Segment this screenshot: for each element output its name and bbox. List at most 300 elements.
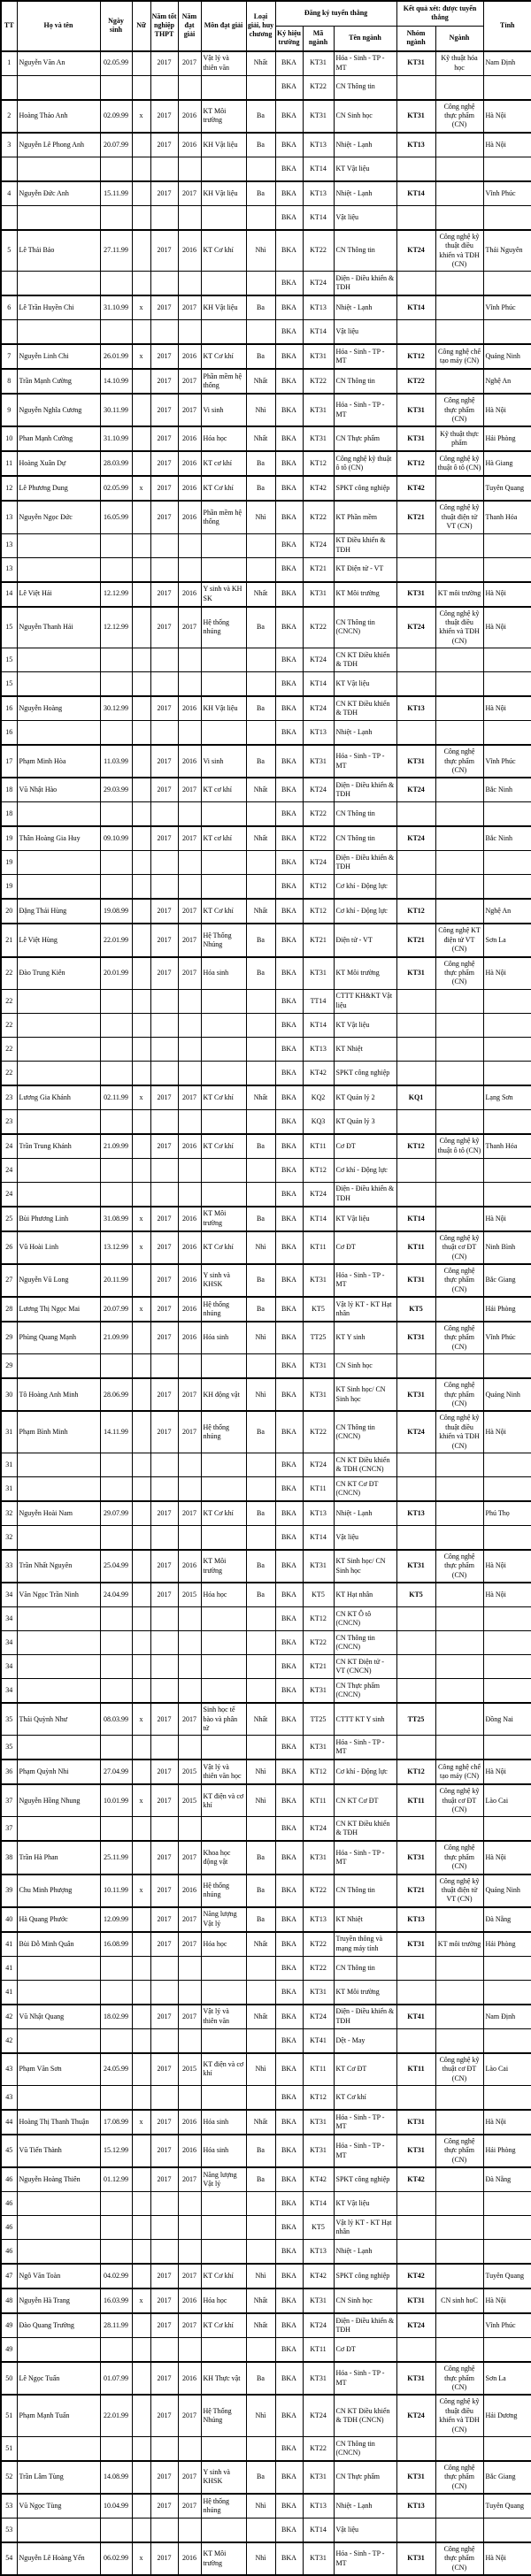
table-row [1, 1207, 531, 1231]
cell-award-subject: Hệ Thống Nhúng [201, 924, 246, 956]
cell-tt: 28 [1, 1297, 17, 1322]
cell-award-subject: Hệ thống nhúng [201, 1297, 246, 1322]
cell-award-year [178, 1679, 201, 1704]
cell-province [483, 851, 531, 875]
cell-award-year [178, 1354, 201, 1379]
table-row [1, 1703, 531, 1736]
cell-result-group: KT41 [396, 2005, 435, 2029]
cell-female [132, 1956, 150, 1980]
cell-award-subject [201, 875, 246, 900]
cell-female [132, 501, 150, 533]
cell-dob: 22.01.99 [100, 924, 132, 956]
table-row [1, 51, 531, 76]
cell-female [132, 745, 150, 778]
cell-female [132, 1013, 150, 1037]
cell-name: Nguyễn Hoàng Thiên [17, 2167, 100, 2192]
cell-award-subject: Khoa học động vật [201, 1841, 246, 1874]
cell-dob: 01.12.99 [100, 2167, 132, 2192]
cell-result-group [396, 875, 435, 900]
cell-grad-year [150, 1607, 178, 1631]
cell-grad-year: 2017 [150, 1784, 178, 1817]
cell-result-major [435, 1109, 483, 1134]
cell-award-type: Ba [246, 476, 275, 501]
cell-tt: 23 [1, 1109, 17, 1134]
cell-school-code: BKA [275, 802, 303, 827]
cell-award-year [178, 2338, 201, 2363]
cell-dob: 25.04.99 [100, 1550, 132, 1583]
table-row [1, 295, 531, 320]
cell-result-major: Công nghệ thực phẩm (CN) [435, 1264, 483, 1297]
cell-result-major: Công nghệ thực phẩm (CN) [435, 1550, 483, 1583]
cell-name [17, 1476, 100, 1501]
cell-result-group [396, 1037, 435, 1061]
cell-award-subject: KT Cơ khí [201, 230, 246, 272]
cell-tt: 38 [1, 1841, 17, 1874]
cell-school-code: BKA [275, 369, 303, 394]
cell-award-year: 2016 [178, 344, 201, 369]
cell-major-code: KT42 [303, 2264, 334, 2288]
cell-dob: 20.11.99 [100, 1264, 132, 1297]
cell-grad-year: 2017 [150, 451, 178, 476]
cell-dob [100, 2518, 132, 2543]
cell-award-subject [201, 2086, 246, 2111]
cell-tt: 53 [1, 2494, 17, 2518]
cell-school-code: BKA [275, 2216, 303, 2240]
table-row [1, 100, 531, 133]
cell-award-year: 2017 [178, 826, 201, 851]
cell-result-group: KT13 [396, 1501, 435, 1526]
cell-female [132, 1760, 150, 1784]
cell-award-type [246, 2086, 275, 2111]
cell-result-group: KT31 [396, 745, 435, 778]
table-row [1, 648, 531, 672]
cell-award-year [178, 1817, 201, 1842]
cell-grad-year: 2017 [150, 2167, 178, 2192]
cell-result-group: KT31 [396, 426, 435, 451]
cell-result-group [396, 1453, 435, 1476]
cell-result-major [435, 899, 483, 924]
cell-province: Vĩnh Phúc [483, 2313, 531, 2338]
cell-dob: 16.08.99 [100, 1932, 132, 1957]
cell-award-year: 2017 [178, 607, 201, 648]
cell-school-code: BKA [275, 1158, 303, 1182]
cell-tt: 40 [1, 1907, 17, 1932]
cell-female [132, 672, 150, 697]
cell-result-group [396, 2192, 435, 2216]
table-row [1, 2461, 531, 2494]
table-row [1, 1453, 531, 1476]
cell-province: Bắc Giang [483, 1264, 531, 1297]
cell-award-type [246, 1013, 275, 1037]
cell-name: Vũ Ngọc Tùng [17, 2494, 100, 2518]
cell-major-code: KT11 [303, 1784, 334, 1817]
cell-result-group: KT31 [396, 394, 435, 426]
cell-award-year: 2016 [178, 1264, 201, 1297]
cell-major-code: KT24 [303, 851, 334, 875]
cell-school-code: BKA [275, 1411, 303, 1453]
cell-award-year: 2017 [178, 369, 201, 394]
cell-dob: 18.02.99 [100, 2005, 132, 2029]
cell-province: Thanh Hóa [483, 501, 531, 533]
cell-name [17, 1631, 100, 1655]
cell-grad-year: 2017 [150, 2053, 178, 2086]
cell-female: x [132, 476, 150, 501]
cell-province: Hà Nội [483, 133, 531, 157]
cell-name: Phạm Minh Hòa [17, 745, 100, 778]
cell-major-name: Điện - Điều khiển & TĐH [334, 272, 396, 296]
cell-major-name: Vật liệu [334, 1525, 396, 1550]
cell-dob: 20.07.99 [100, 133, 132, 157]
cell-school-code: BKA [275, 2167, 303, 2192]
cell-major-name: CN Thực phẩm [334, 2461, 396, 2494]
cell-female [132, 181, 150, 206]
cell-major-name: KT Vật liệu [334, 672, 396, 697]
cell-dob: 12.12.99 [100, 607, 132, 648]
cell-school-code: BKA [275, 1907, 303, 1932]
cell-result-major: Công nghệ thực phẩm (CN) [435, 745, 483, 778]
cell-award-year: 2016 [178, 2288, 201, 2313]
cell-result-group: KT12 [396, 899, 435, 924]
cell-award-type: Nhất [246, 778, 275, 802]
cell-school-code: BKA [275, 1085, 303, 1110]
table-row [1, 1085, 531, 1110]
cell-result-major [435, 2313, 483, 2338]
cell-tt: 46 [1, 2192, 17, 2216]
cell-award-year [178, 1013, 201, 1037]
cell-name: Phạm Văn Sơn [17, 2053, 100, 2086]
cell-award-subject [201, 1061, 246, 1085]
cell-result-group: KT31 [396, 2362, 435, 2395]
cell-major-code: KT31 [303, 1264, 334, 1297]
cell-award-year [178, 2216, 201, 2240]
cell-major-code: KT22 [303, 2436, 334, 2461]
cell-award-subject: KT Cơ khí [201, 476, 246, 501]
cell-award-year: 2017 [178, 1841, 201, 1874]
cell-grad-year: 2017 [150, 1411, 178, 1453]
table-row [1, 1264, 531, 1297]
cell-grad-year: 2017 [150, 1583, 178, 1607]
cell-award-year: 2017 [178, 1378, 201, 1411]
cell-result-major [435, 133, 483, 157]
cell-school-code: BKA [275, 1703, 303, 1736]
cell-school-code: BKA [275, 533, 303, 557]
cell-province: Nghệ An [483, 899, 531, 924]
cell-name [17, 1182, 100, 1207]
cell-female [132, 1631, 150, 1655]
cell-result-group: KT12 [396, 451, 435, 476]
cell-award-year [178, 802, 201, 827]
cell-award-subject: KT Cơ khí [201, 1134, 246, 1159]
cell-name [17, 75, 100, 100]
cell-award-subject: Y sinh và KH SK [201, 582, 246, 607]
cell-school-code: BKA [275, 899, 303, 924]
cell-grad-year: 2017 [150, 1085, 178, 1110]
cell-name: Phạm Bình Minh [17, 1411, 100, 1453]
cell-dob: 14.10.99 [100, 369, 132, 394]
cell-dob [100, 802, 132, 827]
cell-school-code: BKA [275, 1784, 303, 1817]
cell-result-major [435, 533, 483, 557]
cell-dob: 24.05.99 [100, 2053, 132, 2086]
cell-award-year [178, 205, 201, 230]
cell-result-group [396, 989, 435, 1013]
cell-award-subject [201, 533, 246, 557]
cell-result-group [396, 533, 435, 557]
cell-province [483, 157, 531, 181]
cell-dob [100, 1453, 132, 1476]
cell-result-group [396, 1980, 435, 2005]
cell-school-code: BKA [275, 607, 303, 648]
cell-grad-year [150, 1736, 178, 1760]
cell-name: Chu Minh Phượng [17, 1874, 100, 1907]
cell-province [483, 1158, 531, 1182]
cell-award-subject [201, 1736, 246, 1760]
cell-province: Hà Nội [483, 696, 531, 721]
table-row [1, 875, 531, 900]
cell-dob: 30.11.99 [100, 394, 132, 426]
cell-school-code: BKA [275, 75, 303, 100]
cell-province [483, 1525, 531, 1550]
cell-name: Nguyễn Lê Phong Anh [17, 133, 100, 157]
cell-school-code: BKA [275, 721, 303, 746]
cell-result-major [435, 1631, 483, 1655]
cell-major-name: Điện - Điều khiển & TĐH [334, 2313, 396, 2338]
cell-tt: 29 [1, 1354, 17, 1379]
cell-province: Hải Dương [483, 2395, 531, 2436]
cell-province: Sơn La [483, 2362, 531, 2395]
cell-female [132, 51, 150, 76]
cell-female [132, 369, 150, 394]
cell-female [132, 802, 150, 827]
cell-result-major: Công nghệ thực phẩm (CN) [435, 1378, 483, 1411]
cell-major-code: KT31 [303, 2110, 334, 2135]
cell-result-major [435, 778, 483, 802]
cell-province [483, 989, 531, 1013]
cell-school-code: BKA [275, 1631, 303, 1655]
cell-tt: 4 [1, 181, 17, 206]
cell-female [132, 2362, 150, 2395]
cell-award-type: Nhất [246, 826, 275, 851]
cell-province [483, 875, 531, 900]
cell-result-major: CN sinh hoC [435, 2288, 483, 2313]
cell-grad-year: 2017 [150, 957, 178, 990]
cell-dob: 30.12.99 [100, 696, 132, 721]
header-female: Nữ [132, 1, 150, 51]
cell-award-subject [201, 1956, 246, 1980]
cell-result-major [435, 721, 483, 746]
cell-dob: 24.04.99 [100, 1583, 132, 1607]
cell-female [132, 533, 150, 557]
cell-major-name: Dệt - May [334, 2028, 396, 2053]
cell-dob [100, 875, 132, 900]
cell-school-code: BKA [275, 1207, 303, 1231]
cell-province: Hải Phòng [483, 2135, 531, 2167]
cell-major-name: CN Thông tin (CNCN) [334, 1411, 396, 1453]
cell-result-major: Công nghệ thực phẩm (CN) [435, 100, 483, 133]
cell-name [17, 989, 100, 1013]
cell-award-subject: KT Môi trường [201, 1550, 246, 1583]
cell-grad-year: 2017 [150, 607, 178, 648]
cell-tt: 33 [1, 1550, 17, 1583]
cell-award-year: 2015 [178, 1784, 201, 1817]
table-row [1, 320, 531, 345]
cell-school-code: BKA [275, 501, 303, 533]
cell-major-code: KT31 [303, 426, 334, 451]
cell-female [132, 1525, 150, 1550]
cell-award-type [246, 875, 275, 900]
cell-female [132, 2135, 150, 2167]
cell-award-year: 2016 [178, 1297, 201, 1322]
cell-grad-year: 2017 [150, 230, 178, 272]
cell-tt: 18 [1, 802, 17, 827]
cell-result-group [396, 272, 435, 296]
cell-major-name: Hóa - Sinh - TP - MT [334, 1736, 396, 1760]
cell-result-group [396, 2240, 435, 2265]
cell-major-code: KT12 [303, 2086, 334, 2111]
cell-major-name: Vật liệu [334, 2518, 396, 2543]
cell-female [132, 2338, 150, 2363]
cell-female [132, 1411, 150, 1453]
cell-award-subject [201, 1655, 246, 1679]
cell-name [17, 1956, 100, 1980]
cell-award-subject: KT điện và cơ khí [201, 1784, 246, 1817]
cell-female [132, 1476, 150, 1501]
cell-result-major: Công nghệ kỹ thuật cơ ĐT (CN) [435, 1784, 483, 1817]
cell-major-code: KT14 [303, 2192, 334, 2216]
cell-result-major [435, 1525, 483, 1550]
cell-school-code: BKA [275, 1453, 303, 1476]
cell-school-code: BKA [275, 344, 303, 369]
cell-dob: 19.08.99 [100, 899, 132, 924]
cell-result-group [396, 75, 435, 100]
cell-tt: 54 [1, 2542, 17, 2575]
cell-province: Thanh Hóa [483, 1134, 531, 1159]
cell-female [132, 2395, 150, 2436]
cell-result-group: KT11 [396, 1784, 435, 1817]
cell-result-group [396, 1109, 435, 1134]
cell-award-type: Nhì [246, 1784, 275, 1817]
cell-female [132, 851, 150, 875]
cell-dob [100, 1354, 132, 1379]
cell-female [132, 230, 150, 272]
cell-province: Hà Nội [483, 1207, 531, 1231]
cell-dob [100, 2436, 132, 2461]
cell-tt: 35 [1, 1736, 17, 1760]
table-row [1, 607, 531, 648]
cell-female [132, 75, 150, 100]
cell-dob [100, 2338, 132, 2363]
cell-province [483, 533, 531, 557]
cell-award-year: 2017 [178, 1703, 201, 1736]
cell-province [483, 2240, 531, 2265]
cell-major-name: CN Thông tin [334, 826, 396, 851]
cell-name: Đào Trung Kiên [17, 957, 100, 990]
cell-result-major: Công nghệ kỹ thuật điều khiển và TĐH (CN) [435, 607, 483, 648]
cell-province [483, 320, 531, 345]
cell-award-type [246, 1736, 275, 1760]
cell-major-name: Vật liệu [334, 320, 396, 345]
cell-award-year [178, 1607, 201, 1631]
table-row [1, 2518, 531, 2543]
header-award-type: Loại giải, huy chương [246, 1, 275, 51]
cell-result-group: KT24 [396, 826, 435, 851]
cell-result-major [435, 875, 483, 900]
cell-award-subject: KH Vật liệu [201, 181, 246, 206]
cell-award-year: 2016 [178, 100, 201, 133]
cell-result-group: KT21 [396, 924, 435, 956]
cell-name [17, 1354, 100, 1379]
cell-female [132, 1607, 150, 1631]
cell-major-code: KT31 [303, 2461, 334, 2494]
cell-result-major: Công nghệ chế tạo máy (CN) [435, 344, 483, 369]
cell-tt: 37 [1, 1817, 17, 1842]
cell-tt [1, 205, 17, 230]
cell-grad-year: 2017 [150, 2110, 178, 2135]
cell-result-group [396, 721, 435, 746]
cell-award-type [246, 1607, 275, 1631]
cell-province: Hải Phòng [483, 1932, 531, 1957]
cell-grad-year: 2017 [150, 1841, 178, 1874]
cell-result-group: KQ1 [396, 1085, 435, 1110]
cell-major-code: KT31 [303, 2362, 334, 2395]
cell-major-name: Điện - Điều khiển & TĐH [334, 2005, 396, 2029]
cell-province: Lạng Sơn [483, 1085, 531, 1110]
cell-result-group: KT12 [396, 344, 435, 369]
cell-female [132, 2264, 150, 2288]
cell-province: Sơn La [483, 924, 531, 956]
cell-province [483, 1453, 531, 1476]
table-row [1, 2494, 531, 2518]
cell-major-code: KT24 [303, 1453, 334, 1476]
cell-result-group [396, 1956, 435, 1980]
cell-school-code: BKA [275, 451, 303, 476]
cell-major-name: KT Điều khiển & TĐH [334, 533, 396, 557]
cell-major-code: KT31 [303, 957, 334, 990]
cell-award-type: Ba [246, 451, 275, 476]
cell-award-type: Ba [246, 181, 275, 206]
cell-dob: 31.10.99 [100, 295, 132, 320]
cell-major-code: KT24 [303, 778, 334, 802]
cell-name [17, 672, 100, 697]
cell-award-type: Ba [246, 1550, 275, 1583]
cell-tt: 31 [1, 1453, 17, 1476]
header-award-year: Năm đạt giải [178, 1, 201, 51]
cell-female: x [132, 344, 150, 369]
cell-result-group [396, 1655, 435, 1679]
table-row [1, 2167, 531, 2192]
cell-female [132, 1583, 150, 1607]
cell-dob: 20.07.99 [100, 1297, 132, 1322]
cell-province [483, 272, 531, 296]
table-row [1, 1297, 531, 1322]
cell-major-name: Hóa - Sinh - TP - MT [334, 745, 396, 778]
cell-province: Lào Cai [483, 2053, 531, 2086]
cell-grad-year [150, 2028, 178, 2053]
cell-award-type [246, 648, 275, 672]
cell-award-year: 2016 [178, 230, 201, 272]
cell-major-name: Cơ khí - Động lực [334, 875, 396, 900]
cell-result-major [435, 1354, 483, 1379]
cell-major-code: KT13 [303, 1907, 334, 1932]
cell-award-subject: Hệ Thống Nhúng [201, 2395, 246, 2436]
header-name: Họ và tên [17, 1, 100, 51]
cell-award-subject: Vật lý và thiên văn [201, 51, 246, 76]
cell-school-code: BKA [275, 1037, 303, 1061]
cell-major-code: KT31 [303, 745, 334, 778]
table-row [1, 1956, 531, 1980]
cell-name: Lương Thị Ngọc Mai [17, 1297, 100, 1322]
cell-dob [100, 1607, 132, 1631]
